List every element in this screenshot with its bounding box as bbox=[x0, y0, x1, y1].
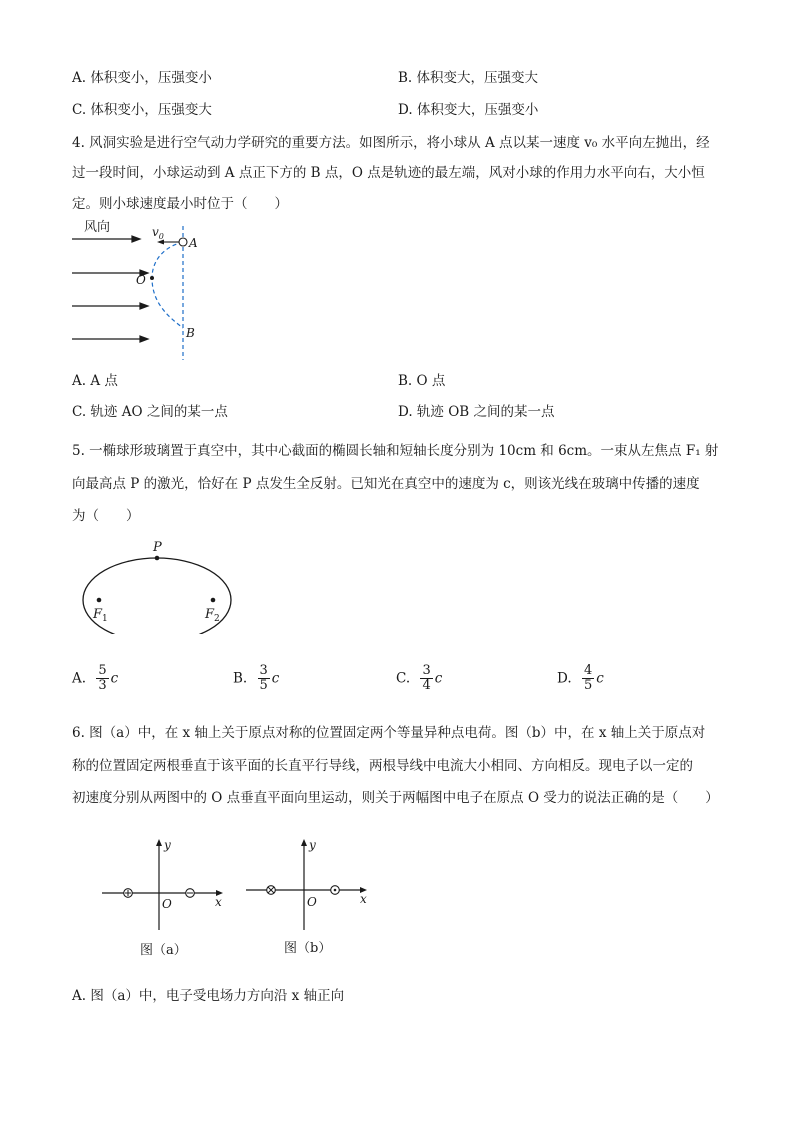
q5-option-d-fraction bbox=[582, 664, 594, 694]
point-p bbox=[155, 556, 160, 561]
q5-stem-line2: 向最高点 P 的激光，恰好在 P 点发生全反射。已知光在真空中的速度为 c，则该光线在玻璃中传播的速度 bbox=[72, 476, 700, 492]
q5-stem-line3: 为（ ） bbox=[72, 508, 140, 524]
q5-option-c-denominator: 4 bbox=[422, 678, 431, 694]
q5-stem-line1: 5. 一椭球形玻璃置于真空中，其中心截面的椭圆长轴和短轴长度分别为 10cm 和 6cm。一束从左焦点 F₁ 射 bbox=[72, 443, 719, 459]
wind-arrow-3-head bbox=[140, 303, 148, 309]
q5-option-b bbox=[233, 664, 279, 694]
label-p: P bbox=[153, 540, 162, 555]
q4-stem-line3: 定。则小球速度最小时位于（ ） bbox=[72, 196, 288, 212]
q5-option-b-letter: B. bbox=[233, 670, 248, 687]
q4-stem-line1: 4. 风洞实验是进行空气动力学研究的重要方法。如图所示，将小球从 A 点以某一速度 v₀ 水平向左抛出，经 bbox=[72, 135, 710, 151]
wind-arrow-4-head bbox=[140, 336, 148, 342]
fig-a-origin-label: O bbox=[162, 897, 172, 911]
q5-option-b-denominator: 5 bbox=[259, 678, 268, 694]
q5-option-a-letter: A. bbox=[72, 670, 87, 687]
fig-b-y-axis-arrow bbox=[301, 839, 307, 846]
q5-option-a-numerator: 5 bbox=[98, 663, 107, 678]
current-into-page-icon bbox=[267, 886, 276, 895]
q5-option-d bbox=[557, 664, 604, 694]
fig-b-x-label: x bbox=[360, 892, 367, 906]
q5-option-d-denominator: 5 bbox=[583, 678, 593, 694]
fig-a-caption: 图（a） bbox=[140, 943, 187, 958]
q5-option-b-unit: c bbox=[271, 670, 280, 687]
q5-option-b-fraction bbox=[258, 664, 270, 694]
focus-f2 bbox=[211, 598, 216, 603]
q6-stem-line2: 称的位置固定两根垂直于该平面的长直平行导线，两根导线中电流大小相同、方向相反。现电子以一定的 bbox=[72, 758, 693, 774]
point-o bbox=[150, 276, 154, 280]
q5-option-c-letter: C. bbox=[396, 670, 411, 687]
q5-option-c-numerator: 3 bbox=[422, 663, 431, 678]
q5-option-d-numerator: 4 bbox=[583, 663, 593, 678]
label-o: O bbox=[136, 273, 146, 287]
q5-option-a-denominator: 3 bbox=[98, 678, 107, 694]
label-b: B bbox=[186, 326, 195, 340]
wind-arrows bbox=[72, 236, 148, 342]
fig-a-y-axis-arrow bbox=[156, 839, 162, 846]
ball-point-a bbox=[179, 238, 187, 246]
negative-charge-icon bbox=[186, 889, 195, 898]
fig-b-origin-label: O bbox=[307, 895, 317, 909]
q3-option-a: A. 体积变小，压强变小 bbox=[72, 70, 212, 86]
q6-figure-b bbox=[242, 834, 377, 962]
q4-option-c: C. 轨迹 AO 之间的某一点 bbox=[72, 404, 228, 420]
q4-stem-line2: 过一段时间，小球运动到 A 点正下方的 B 点，O 点是轨迹的最左端，风对小球的作用力水平向右，大小恒 bbox=[72, 165, 705, 181]
q4-option-a: A. A 点 bbox=[72, 373, 118, 389]
q5-option-c bbox=[396, 664, 442, 694]
q6-option-a: A. 图（a）中，电子受电场力方向沿 x 轴正向 bbox=[72, 988, 345, 1004]
q5-option-a-fraction bbox=[96, 664, 108, 694]
q5-option-a bbox=[72, 664, 118, 694]
positive-charge-icon bbox=[124, 889, 133, 898]
fig-a-x-label: x bbox=[215, 895, 222, 909]
focus-f1 bbox=[97, 598, 102, 603]
fig-a-y-label: y bbox=[164, 838, 171, 852]
trajectory-curve bbox=[152, 242, 183, 328]
label-f1: $F_1$ bbox=[93, 607, 108, 624]
current-out-of-page-icon bbox=[331, 886, 340, 895]
fig-b-y-label: y bbox=[309, 838, 316, 852]
q5-option-a-unit: c bbox=[110, 670, 119, 687]
v0-label: $v_0$ bbox=[152, 225, 164, 241]
q3-option-b: B. 体积变大，压强变大 bbox=[398, 70, 539, 86]
q5-ellipse-figure bbox=[74, 534, 244, 634]
q5-option-c-unit: c bbox=[434, 670, 443, 687]
q4-option-d: D. 轨迹 OB 之间的某一点 bbox=[398, 404, 555, 420]
q5-option-d-unit: c bbox=[596, 670, 604, 687]
q6-figure-a bbox=[100, 834, 230, 962]
label-f2: $F_2$ bbox=[205, 607, 220, 624]
q5-option-b-numerator: 3 bbox=[259, 663, 268, 678]
q5-option-c-fraction bbox=[420, 664, 432, 694]
q3-option-c: C. 体积变小，压强变大 bbox=[72, 102, 212, 118]
wind-arrow-1-head bbox=[132, 236, 140, 242]
q5-option-d-letter: D. bbox=[557, 670, 572, 687]
q6-stem-line3: 初速度分别从两图中的 O 点垂直平面向里运动，则关于两幅图中电子在原点 O 受力的说法正确的是（ ） bbox=[72, 790, 719, 806]
wind-direction-label: 风向 bbox=[84, 220, 111, 235]
q4-wind-tunnel-figure bbox=[60, 212, 220, 364]
label-a: A bbox=[189, 236, 198, 250]
fig-b-caption: 图（b） bbox=[284, 941, 332, 956]
q3-option-d: D. 体积变大，压强变小 bbox=[398, 102, 539, 118]
q4-option-b: B. O 点 bbox=[398, 373, 446, 389]
q6-stem-line1: 6. 图（a）中，在 x 轴上关于原点对称的位置固定两个等量异种点电荷。图（b）中，在 x 轴上关于原点对 bbox=[72, 725, 706, 741]
